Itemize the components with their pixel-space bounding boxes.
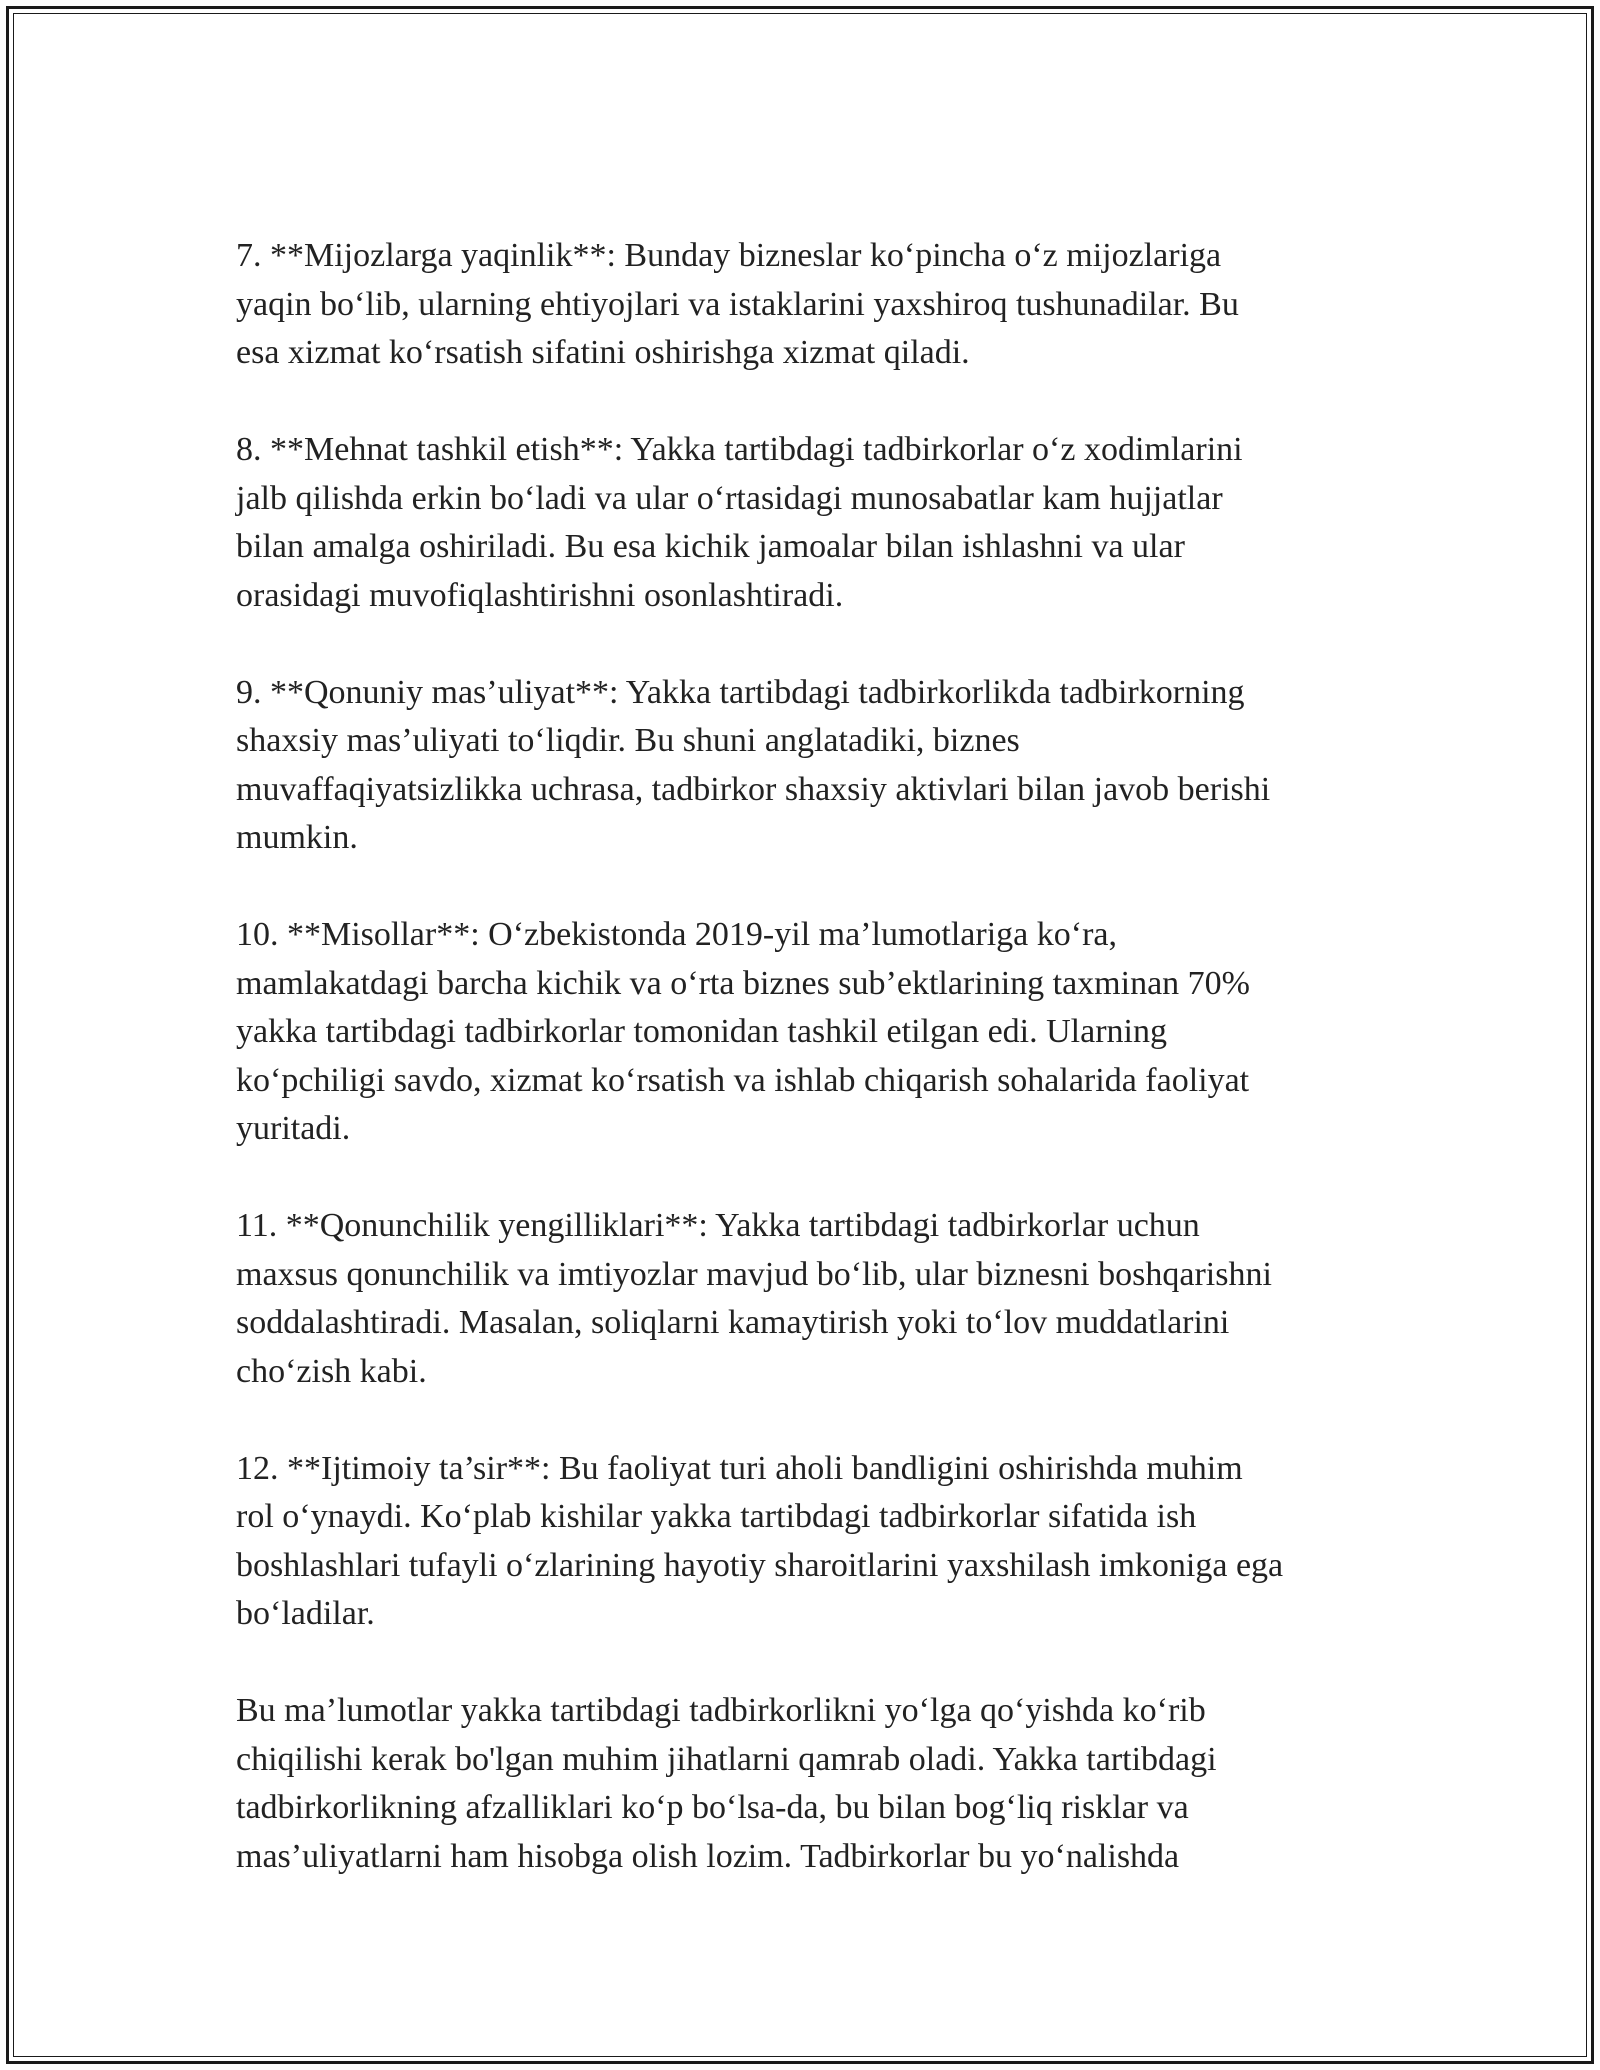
paragraph-line: ko‘pchiligi savdo, xizmat ko‘rsatish va ishlab chiqarish sohalarida faoliyat [236,1061,1250,1099]
paragraph-line: 8. **Mehnat tashkil etish**: Yakka tartibdagi tadbirkorlar o‘z xodimlarini [236,431,1243,468]
paragraph-line: yakka tartibdagi tadbirkorlar tomonidan tashkil etilgan edi. Ularning [236,1013,1167,1050]
paragraph-line: mas’uliyatlarni ham hisobga olish lozim. Tadbirkorlar bu yo‘nalishda [236,1837,1180,1875]
paragraph-item-12 [236,1445,1376,1639]
paragraph-line: esa xizmat ko‘rsatish sifatini oshirishga xizmat qiladi. [236,334,970,371]
paragraph-line: boshlashlari tufayli o‘zlarining hayotiy sharoitlarini yaxshilash imkoniga ega [236,1546,1284,1584]
paragraph-line: mumkin. [236,819,358,856]
paragraph-line: rol o‘ynaydi. Ko‘plab kishilar yakka tartibdagi tadbirkorlar sifatida ish [236,1498,1197,1535]
paragraph-line: maxsus qonunchilik va imtiyozlar mavjud bo‘lib, ular biznesni boshqarishni [236,1255,1272,1293]
paragraph-line: yaqin bo‘lib, ularning ehtiyojlari va istaklarini yaxshiroq tushunadilar. Bu [236,285,1239,323]
document-body [236,232,1376,1930]
paragraph-line: 11. **Qonunchilik yengilliklari**: Yakka tartibdagi tadbirkorlar uchun [236,1207,1200,1244]
paragraph-line: soddalashtiradi. Masalan, soliqlarni kamaytirish yoki to‘lov muddatlarini [236,1304,1230,1341]
paragraph-line: 7. **Mijozlarga yaqinlik**: Bunday bizneslar ko‘pincha o‘z mijozlariga [236,237,1222,274]
paragraph-line: orasidagi muvofiqlashtirishni osonlashtiradi. [236,576,844,614]
paragraph-line: Bu ma’lumotlar yakka tartibdagi tadbirkorlikni yo‘lga qo‘yishda ko‘rib [236,1692,1206,1729]
paragraph-line: 9. **Qonuniy mas’uliyat**: Yakka tartibdagi tadbirkorlikda tadbirkorning [236,673,1245,711]
paragraph-line: chiqilishi kerak bo'lgan muhim jihatlarni qamrab oladi. Yakka tartibdagi [236,1740,1217,1778]
paragraph-line: jalb qilishda erkin bo‘ladi va ular o‘rtasidagi munosabatlar kam hujjatlar [236,479,1223,517]
paragraph-line: shaxsiy mas’uliyati to‘liqdir. Bu shuni anglatadiki, biznes [236,722,1020,759]
paragraph-item-7 [236,232,1376,378]
paragraph-line: 10. **Misollar**: O‘zbekistonda 2019-yil ma’lumotlariga ko‘ra, [236,916,1117,953]
paragraph-line: cho‘zish kabi. [236,1352,427,1390]
paragraph-line: bo‘ladilar. [236,1595,375,1632]
paragraph-item-10 [236,911,1376,1154]
paragraph-item-8 [236,426,1376,620]
paragraph-line: tadbirkorlikning afzalliklari ko‘p bo‘lsa-da, bu bilan bog‘liq risklar va [236,1789,1189,1826]
paragraph-conclusion [236,1687,1376,1881]
paragraph-line: yuritadi. [236,1110,351,1147]
paragraph-line: bilan amalga oshiriladi. Bu esa kichik jamoalar bilan ishlashni va ular [236,528,1185,565]
paragraph-line: muvaffaqiyatsizlikka uchrasa, tadbirkor shaxsiy aktivlari bilan javob berishi [236,770,1271,808]
paragraph-item-9 [236,669,1376,863]
paragraph-item-11 [236,1202,1376,1396]
paragraph-line: mamlakatdagi barcha kichik va o‘rta biznes sub’ektlarining taxminan 70% [236,964,1250,1002]
paragraph-line: 12. **Ijtimoiy ta’sir**: Bu faoliyat turi aholi bandligini oshirishda muhim [236,1449,1243,1487]
